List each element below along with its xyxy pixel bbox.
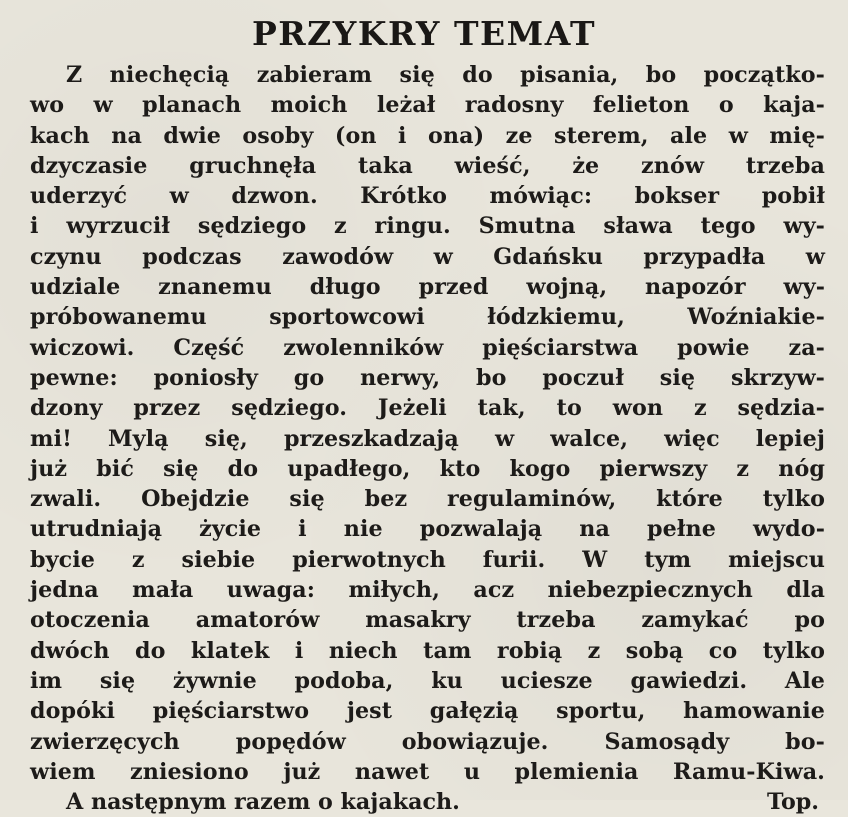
article-closing-row xyxy=(30,787,825,817)
article-line: wo w planach moich leżał radosny felieton o kaja- xyxy=(30,92,825,119)
article-line: próbowanemu sportowcowi łódzkiemu, Woźniakie- xyxy=(30,304,825,331)
article-line: mi! Mylą się, przeszkadzają w walce, więc lepiej xyxy=(30,425,825,452)
article-line: im się żywnie podoba, ku uciesze gawiedzi. Ale xyxy=(30,667,825,694)
article-line: jedna mała uwaga: miłych, acz niebezpiecznych dla xyxy=(30,577,825,604)
article-line: zwali. Obejdzie się bez regulaminów, które tylko xyxy=(30,486,825,513)
article-line: wiczowi. Część zwolenników pięściarstwa powie za- xyxy=(30,334,825,361)
article-title: PRZYKRY TEMAT xyxy=(251,14,597,53)
article-line: otoczenia amatorów masakry trzeba zamykać po xyxy=(30,607,825,634)
article-line: i wyrzucił sędziego z ringu. Smutna sława tego wy- xyxy=(30,213,825,240)
article-line: bycie z siebie pierwotnych furii. W tym miejscu xyxy=(30,546,825,573)
article-line: dopóki pięściarstwo jest gałęzią sportu, hamowanie xyxy=(30,698,825,725)
article-body xyxy=(30,60,825,817)
article-line: uderzyć w dzwon. Krótko mówiąc: bokser pobił xyxy=(30,183,825,210)
article-line: zwierzęcych popędów obowiązuje. Samosądy bo- xyxy=(30,728,825,755)
article-line: utrudniają życie i nie pozwalają na pełne wydo- xyxy=(30,516,825,543)
article-line: wiem zniesiono już nawet u plemienia Ramu-Kiwa. xyxy=(30,758,825,785)
article-line: Z niechęcią zabieram się do pisania, bo początko- xyxy=(66,62,825,88)
article-line: dzyczasie gruchnęła taka wieść, że znów trzeba xyxy=(30,152,825,179)
author-signature: Top. xyxy=(766,789,819,816)
article-line: dwóch do klatek i niech tam robią z sobą co tylko xyxy=(30,637,825,664)
article-line: już bić się do upadłego, kto kogo pierwszy z nóg xyxy=(30,455,825,482)
article-closing: A następnym razem o kajakach. xyxy=(66,789,460,816)
article-line: udziale znanemu długo przed wojną, napozór wy- xyxy=(30,274,825,301)
article-line: dzony przez sędziego. Jeżeli tak, to won z sędzia- xyxy=(30,395,825,422)
article-line: pewne: poniosły go nerwy, bo poczuł się skrzyw- xyxy=(30,364,825,391)
article-line: kach na dwie osoby (on i ona) ze sterem, ale w mię- xyxy=(30,122,825,149)
article-line: czynu podczas zawodów w Gdańsku przypadła w xyxy=(30,243,825,270)
